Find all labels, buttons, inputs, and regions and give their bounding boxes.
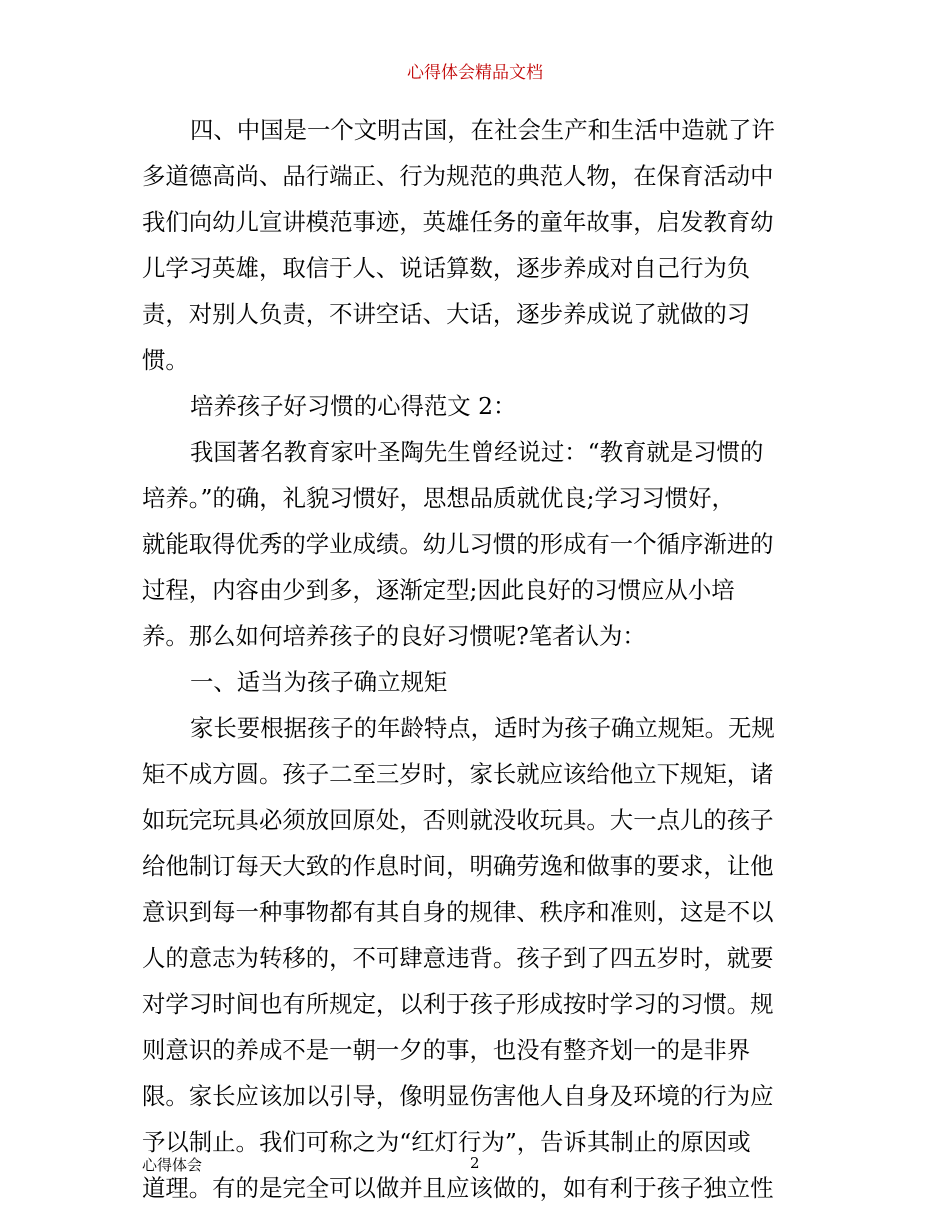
text-line: 限。家长应该加以引导，像明显伤害他人自身及环境的行为应 bbox=[142, 1082, 774, 1110]
text-line: 一、适当为孩子确立规矩 bbox=[190, 668, 448, 696]
text-line: 养。那么如何培养孩子的良好习惯呢?笔者认为： bbox=[142, 622, 646, 650]
text-line: 惯。 bbox=[142, 346, 189, 374]
text-line: 则意识的养成不是一朝一夕的事，也没有整齐划一的是非界 bbox=[142, 1036, 751, 1064]
text-line: 过程，内容由少到多，逐渐定型;因此良好的习惯应从小培 bbox=[142, 576, 735, 604]
text-line: 我们向幼儿宣讲模范事迹，英雄任务的童年故事，启发教育幼 bbox=[142, 208, 774, 236]
text-line: 予以制止。我们可称之为“红灯行为”，告诉其制止的原因或 bbox=[142, 1128, 751, 1156]
text-line: 如玩完玩具必须放回原处，否则就没收玩具。大一点儿的孩子 bbox=[142, 806, 774, 834]
text-line: 责，对别人负责，不讲空话、大话，逐步养成说了就做的习 bbox=[142, 300, 751, 328]
text-line: 儿学习英雄，取信于人、说话算数，逐步养成对自己行为负 bbox=[142, 254, 751, 282]
text-line: 家长要根据孩子的年龄特点，适时为孩子确立规矩。无规 bbox=[190, 714, 775, 742]
header-title: 心得体会精品文档 bbox=[407, 63, 543, 83]
text-line: 人的意志为转移的，不可肆意违背。孩子到了四五岁时，就要 bbox=[142, 944, 774, 972]
text-line: 多道德高尚、品行端正、行为规范的典范人物，在保育活动中 bbox=[142, 162, 774, 190]
footer-label: 心得体会 bbox=[142, 1156, 203, 1174]
text-line: 四、中国是一个文明古国，在社会生产和生活中造就了许 bbox=[190, 116, 775, 144]
text-line: 道理。有的是完全可以做并且应该做的，如有利于孩子独立性 bbox=[142, 1174, 774, 1202]
page-number: 2 bbox=[470, 1154, 480, 1172]
text-line: 培养。”的确，礼貌习惯好，思想品质就优良;学习习惯好， bbox=[142, 484, 735, 512]
text-line: 给他制订每天大致的作息时间，明确劳逸和做事的要求，让他 bbox=[142, 852, 774, 880]
text-line: 培养孩子好习惯的心得范文 2： bbox=[190, 392, 517, 420]
document-body bbox=[142, 107, 812, 1211]
text-line: 意识到每一种事物都有其自身的规律、秩序和准则，这是不以 bbox=[142, 898, 774, 926]
text-line: 我国著名教育家叶圣陶先生曾经说过：“教育就是习惯的 bbox=[190, 438, 764, 466]
text-line: 就能取得优秀的学业成绩。幼儿习惯的形成有一个循序渐进的 bbox=[142, 530, 774, 558]
text-line: 矩不成方圆。孩子二至三岁时，家长就应该给他立下规矩，诸 bbox=[142, 760, 774, 788]
text-line: 对学习时间也有所规定，以利于孩子形成按时学习的习惯。规 bbox=[142, 990, 774, 1018]
